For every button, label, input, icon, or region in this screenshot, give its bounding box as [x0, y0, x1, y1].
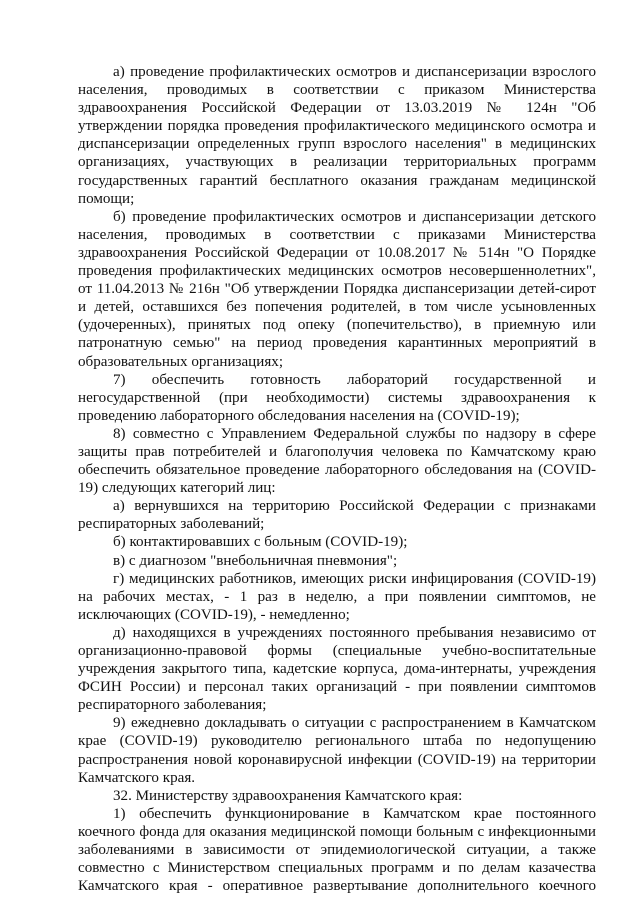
paragraph-category-b: б) контактировавших с больным (COVID-19);: [113, 534, 408, 551]
paragraph-category-v: в) с диагнозом "внебольничная пневмония";: [113, 552, 398, 569]
paragraph-section-32-item-1: 1) обеспечить функционирование в Камчатском крае постоянного коечного фонда для оказания медицинской помощи больным с инфекционными заболеваниями в зависимости от эпидемиологической ситуации, а также совместно с Министерством специальных программ и по делам казачества Камчатского края - оперативное развертывание дополнительного коечного: [78, 805, 596, 895]
paragraph-category-d: д) находящихся в учреждениях постоянного пребывания независимо от организационно-правовой формы (специальные учебно-воспитательные учреждения закрытого типа, кадетские корпуса, дома-интернаты, учреждения ФСИН России) и персонал таких организаций - при появлении симптомов респираторного заболевания;: [78, 624, 596, 714]
paragraph-category-g: г) медицинских работников, имеющих риски инфицирования (COVID-19) на рабочих местах, - 1 раз в неделю, а при появлении симптомов, не исключающих (COVID-19), - немедленно;: [78, 570, 596, 623]
paragraph-category-a: а) вернувшихся на территорию Российской Федерации с признаками респираторных заболеваний;: [78, 498, 596, 533]
document-page: [78, 63, 596, 895]
paragraph-section-32-heading: 32. Министерству здравоохранения Камчатского края:: [113, 787, 463, 804]
paragraph-item-8-mandatory-testing: 8) совместно с Управлением Федеральной службы по надзору в сфере защиты прав потребителей и благополучия человека по Камчатскому краю обеспечить обязательное проведение лабораторного обследования на (COVID-19) следующих категорий лиц:: [78, 425, 596, 497]
paragraph-item-9-daily-report: 9) ежедневно докладывать о ситуации с распространением в Камчатском крае (COVID-19) руководителю регионального штаба по недопущению распространения новой коронавирусной инфекции (COVID-19) на территории Камчатского края.: [78, 715, 596, 786]
paragraph-child-screening: б) проведение профилактических осмотров и диспансеризации детского населения, проводимых в соответствии с приказами Министерства здравоохранения Российской Федерации от 10.08.2017 № 514н "О Порядке проведения профилактических медицинских осмотров несовершеннолетних", от 11.04.2013 № 216н "Об утверждении Порядка диспансеризации детей-сирот и детей, оставшихся без попечения родителей, в том числе усыновленных (удочеренных), принятых под опеку (попечительство), в приемную или патронатную семью" на период проведения карантинных мероприятий в образовательных организациях;: [78, 208, 596, 370]
paragraph-adult-screening: а) проведение профилактических осмотров и диспансеризации взрослого населения, проводимых в соответствии с приказом Министерства здравоохранения Российской Федерации от 13.03.2019 № 124н "Об утверждении порядка проведения профилактического медицинского осмотра и диспансеризации определенных групп взрослого населения" в медицинских организациях, участвующих в реализации территориальных программ государственных гарантий бесплатного оказания гражданам медицинской помощи;: [78, 64, 596, 207]
paragraph-item-7-lab-readiness: 7) обеспечить готовность лабораторий государственной и негосударственной (при необходимости) системы здравоохранения к проведению лабораторного обследования населения на (COVID-19);: [78, 371, 596, 424]
